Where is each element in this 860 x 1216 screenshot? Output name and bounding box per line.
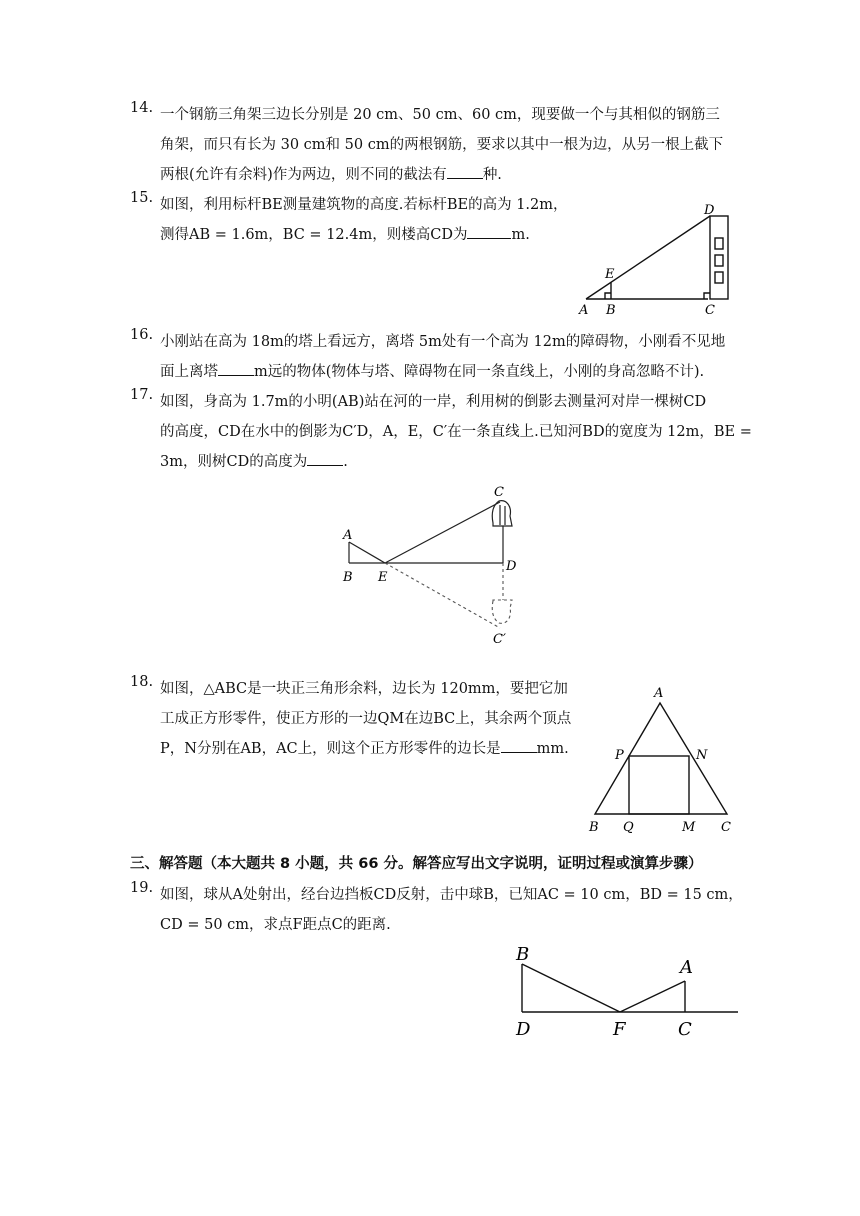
label-b: B bbox=[606, 303, 616, 318]
text-line bbox=[160, 734, 571, 764]
label-d: D bbox=[704, 203, 715, 218]
question-number: 16. bbox=[130, 327, 154, 343]
label-n: N bbox=[696, 748, 708, 763]
text-line: 如图，△ABC是一块正三角形余料，边长为 120mm，要把它加 bbox=[160, 681, 568, 697]
text-line: 的高度，CD在水中的倒影为C′D，A，E，C′在一条直线上.已知河BD的宽度为 12m，BE = bbox=[160, 424, 752, 440]
label-c-prime: C′ bbox=[493, 632, 506, 647]
label-q: Q bbox=[623, 820, 634, 835]
label-c: C bbox=[705, 303, 715, 318]
text-line: 如图，球从A处射出，经台边挡板CD反射，击中球B，已知AC = 10 cm，BD = 15 cm， bbox=[160, 887, 743, 903]
label-c: C bbox=[494, 485, 504, 500]
label-c: C bbox=[678, 1019, 692, 1040]
text-segment: 种. bbox=[482, 167, 502, 183]
question-text bbox=[160, 880, 743, 940]
text-line bbox=[160, 357, 725, 387]
label-b: B bbox=[589, 820, 599, 835]
label-e: E bbox=[378, 570, 388, 585]
label-a: A bbox=[680, 957, 693, 978]
text-line: 如图，身高为 1.7m的小明(AB)站在河的一岸，利用树的倒影去测量河对岸一棵树CD bbox=[160, 394, 707, 410]
text-line: 角架，而只有长为 30 cm和 50 cm的两根钢筋，要求以其中一根为边，从另一根上截下 bbox=[160, 137, 724, 153]
label-p: P bbox=[615, 748, 624, 763]
text-line: CD = 50 cm，求点F距点C的距离. bbox=[160, 917, 391, 933]
label-d: D bbox=[516, 1019, 531, 1040]
text-line bbox=[160, 160, 723, 190]
question-number: 18. bbox=[130, 674, 154, 690]
section-heading: 三、解答题（本大题共 8 小题，共 66 分。解答应写出文字说明，证明过程或演算步骤） bbox=[130, 856, 703, 872]
figure-17 bbox=[335, 483, 535, 653]
figure-15 bbox=[578, 200, 738, 318]
text-line: 小刚站在高为 18m的塔上看远方，离塔 5m处有一个高为 12m的障碍物，小刚看不见地 bbox=[160, 334, 726, 350]
label-a: A bbox=[343, 528, 353, 543]
label-d: D bbox=[506, 559, 517, 574]
answer-blank[interactable] bbox=[447, 164, 483, 179]
text-segment: P，N分别在AB，AC上，则这个正方形零件的边长是 bbox=[160, 741, 501, 757]
answer-blank[interactable] bbox=[307, 451, 343, 466]
question-text bbox=[160, 100, 723, 190]
label-c: C bbox=[721, 820, 731, 835]
text-line: 工成正方形零件，使正方形的一边QM在边BC上，其余两个顶点 bbox=[160, 711, 572, 727]
question-number: 17. bbox=[130, 387, 154, 403]
label-a: A bbox=[654, 686, 664, 701]
label-b: B bbox=[343, 570, 353, 585]
figure-19 bbox=[512, 940, 742, 1040]
label-m: M bbox=[682, 820, 696, 835]
label-a: A bbox=[579, 303, 589, 318]
label-e: E bbox=[605, 267, 615, 282]
text-line bbox=[160, 220, 568, 250]
text-segment: m远的物体(物体与塔、障碍物在同一条直线上，小刚的身高忽略不计). bbox=[254, 364, 705, 380]
text-line: 如图，利用标杆BE测量建筑物的高度.若标杆BE的高为 1.2m， bbox=[160, 197, 568, 213]
text-segment: 面上离塔 bbox=[160, 364, 218, 380]
question-number: 15. bbox=[130, 190, 154, 206]
text-segment: 3m，则树CD的高度为 bbox=[160, 454, 308, 470]
text-segment: 测得AB = 1.6m，BC = 12.4m，则楼高CD为 bbox=[160, 227, 468, 243]
answer-blank[interactable] bbox=[467, 224, 511, 239]
text-segment: 两根(允许有余料)作为两边，则不同的截法有 bbox=[160, 167, 447, 183]
text-line: 一个钢筋三角架三边长分别是 20 cm、50 cm、60 cm，现要做一个与其相似的钢筋三 bbox=[160, 107, 720, 123]
figure-18 bbox=[585, 683, 745, 835]
question-text bbox=[160, 674, 571, 764]
label-f: F bbox=[613, 1019, 626, 1040]
answer-blank[interactable] bbox=[501, 738, 537, 753]
text-segment: . bbox=[343, 454, 348, 470]
question-text bbox=[160, 327, 725, 387]
text-segment: m. bbox=[511, 227, 530, 243]
label-b: B bbox=[516, 944, 530, 965]
question-text bbox=[160, 387, 752, 477]
text-line bbox=[160, 447, 752, 477]
question-number: 14. bbox=[130, 100, 154, 116]
answer-blank[interactable] bbox=[218, 361, 254, 376]
question-text bbox=[160, 190, 568, 250]
question-number: 19. bbox=[130, 880, 154, 896]
text-segment: mm. bbox=[536, 741, 569, 757]
